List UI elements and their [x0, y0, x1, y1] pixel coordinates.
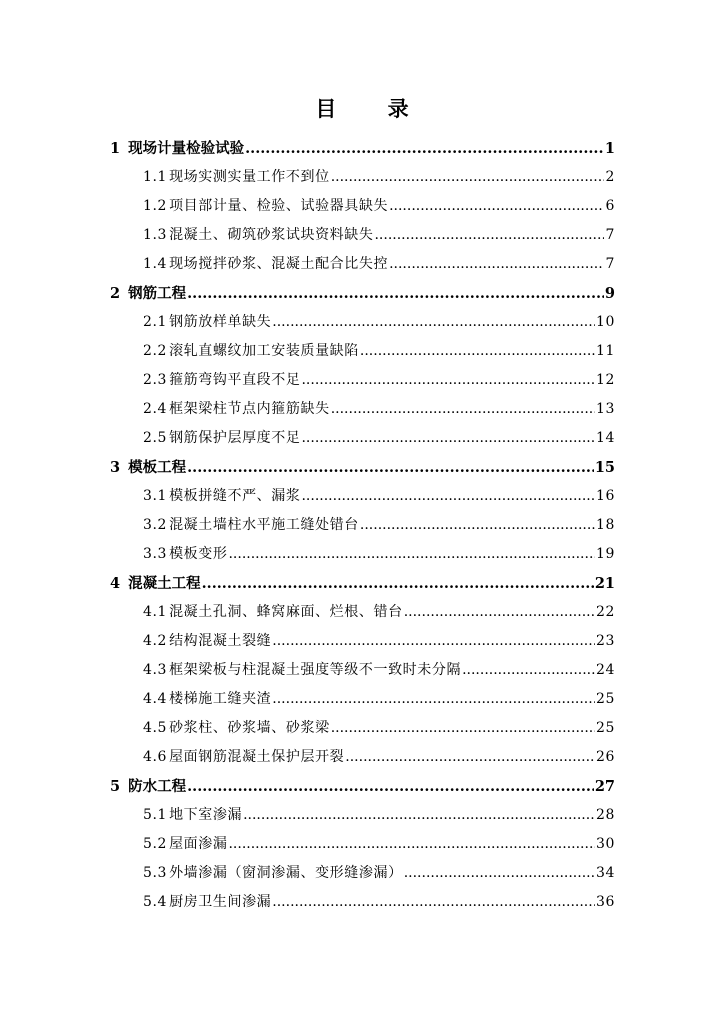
- dot-leader: [389, 250, 604, 279]
- toc-entry-number: 4.6: [143, 749, 168, 765]
- toc-section-entry[interactable]: [110, 482, 615, 511]
- toc-entry-title: 项目部计量、检验、试验器具缺失: [169, 198, 389, 214]
- dot-leader: [272, 685, 595, 714]
- toc-entry-title: 框架梁板与柱混凝土强度等级不一致时未分隔: [169, 662, 462, 678]
- dot-leader: [187, 772, 594, 801]
- toc-entry-page-number: 28: [595, 807, 615, 823]
- toc-entry-page-number: 27: [594, 778, 615, 795]
- toc-entry-title: 屋面渗漏: [169, 836, 228, 852]
- toc-section-entry[interactable]: [110, 598, 615, 627]
- toc-chapter-entry[interactable]: [110, 134, 615, 163]
- toc-section-entry[interactable]: [110, 511, 615, 540]
- toc-entry-number: 1: [110, 140, 121, 157]
- toc-entry-title: 箍筋弯钩平直段不足: [169, 372, 301, 388]
- toc-section-entry[interactable]: [110, 221, 615, 250]
- toc-entry-number: 5.4: [143, 894, 168, 910]
- toc-entry-page-number: 36: [595, 894, 615, 910]
- dot-leader: [272, 888, 595, 917]
- toc-section-entry[interactable]: [110, 801, 615, 830]
- toc-entry-number: 2.5: [143, 430, 168, 446]
- toc-entry-number: 2.3: [143, 372, 168, 388]
- toc-section-entry[interactable]: [110, 366, 615, 395]
- toc-entry-title: 滚轧直螺纹加工安装质量缺陷: [169, 343, 359, 359]
- toc-entry-title: 混凝土孔洞、蜂窝麻面、烂根、错台: [169, 604, 403, 620]
- toc-entry-number: 2.1: [143, 314, 168, 330]
- toc-entry-number: 5.1: [143, 807, 168, 823]
- toc-entry-page-number: 18: [595, 517, 615, 533]
- toc-entry-title: 现场实测实量工作不到位: [169, 169, 330, 185]
- toc-entry-page-number: 1: [604, 140, 615, 157]
- toc-entry-page-number: 21: [594, 575, 615, 592]
- dot-leader: [228, 830, 595, 859]
- toc-section-entry[interactable]: [110, 308, 615, 337]
- toc-entry-number: 5: [110, 778, 121, 795]
- toc-section-entry[interactable]: [110, 337, 615, 366]
- toc-section-entry[interactable]: [110, 714, 615, 743]
- toc-entry-page-number: 24: [595, 662, 615, 678]
- toc-entry-title: 框架梁柱节点内箍筋缺失: [169, 401, 330, 417]
- toc-entry-page-number: 19: [595, 546, 615, 562]
- toc-entry-page-number: 25: [595, 691, 615, 707]
- toc-entry-number: 4: [110, 575, 121, 592]
- toc-entry-page-number: 2: [605, 169, 615, 185]
- toc-entry-title: 混凝土、砌筑砂浆试块资料缺失: [169, 227, 374, 243]
- toc-entry-number: 4.2: [143, 633, 168, 649]
- toc-entry-page-number: 23: [595, 633, 615, 649]
- toc-entry-page-number: 14: [595, 430, 615, 446]
- dot-leader: [374, 221, 604, 250]
- toc-entry-number: 2: [110, 285, 121, 302]
- dot-leader: [301, 482, 595, 511]
- dot-leader: [360, 511, 595, 540]
- toc-entry-number: 3.2: [143, 517, 168, 533]
- dot-leader: [243, 801, 595, 830]
- toc-section-entry[interactable]: [110, 424, 615, 453]
- toc-entry-number: 1.1: [143, 169, 168, 185]
- toc-chapter-entry[interactable]: [110, 569, 615, 598]
- toc-entry-page-number: 10: [595, 314, 615, 330]
- dot-leader: [187, 453, 594, 482]
- toc-section-entry[interactable]: [110, 830, 615, 859]
- table-of-contents: [110, 134, 615, 917]
- toc-entry-number: 4.4: [143, 691, 168, 707]
- toc-entry-number: 3.3: [143, 546, 168, 562]
- dot-leader: [404, 859, 595, 888]
- toc-entry-page-number: 26: [595, 749, 615, 765]
- toc-entry-title: 模板变形: [169, 546, 228, 562]
- toc-entry-number: 5.2: [143, 836, 168, 852]
- toc-entry-number: 2.2: [143, 343, 168, 359]
- toc-entry-page-number: 22: [595, 604, 615, 620]
- toc-entry-title: 厨房卫生间渗漏: [169, 894, 272, 910]
- toc-entry-title: 钢筋工程: [128, 285, 187, 302]
- toc-entry-page-number: 13: [595, 401, 615, 417]
- dot-leader: [301, 424, 595, 453]
- toc-entry-page-number: 7: [605, 256, 615, 272]
- dot-leader: [345, 743, 595, 772]
- toc-entry-page-number: 15: [594, 459, 615, 476]
- toc-chapter-entry[interactable]: [110, 453, 615, 482]
- toc-section-entry[interactable]: [110, 685, 615, 714]
- toc-entry-title: 屋面钢筋混凝土保护层开裂: [169, 749, 345, 765]
- toc-section-entry[interactable]: [110, 192, 615, 221]
- toc-section-entry[interactable]: [110, 888, 615, 917]
- toc-entry-title: 结构混凝土裂缝: [169, 633, 272, 649]
- toc-entry-page-number: 30: [595, 836, 615, 852]
- toc-entry-title: 现场计量检验试验: [128, 140, 245, 157]
- dot-leader: [389, 192, 604, 221]
- toc-entry-number: 5.3: [143, 865, 168, 881]
- toc-section-entry[interactable]: [110, 250, 615, 279]
- toc-entry-number: 1.3: [143, 227, 168, 243]
- dot-leader: [202, 569, 594, 598]
- toc-entry-title: 模板拼缝不严、漏浆: [169, 488, 301, 504]
- toc-entry-number: 3: [110, 459, 121, 476]
- toc-entry-page-number: 11: [595, 343, 615, 359]
- toc-entry-title: 模板工程: [128, 459, 187, 476]
- toc-entry-number: 4.5: [143, 720, 168, 736]
- toc-entry-number: 3.1: [143, 488, 168, 504]
- dot-leader: [187, 279, 604, 308]
- toc-section-entry[interactable]: [110, 859, 615, 888]
- dot-leader: [272, 627, 595, 656]
- toc-entry-page-number: 12: [595, 372, 615, 388]
- dot-leader: [331, 714, 595, 743]
- toc-entry-title: 现场搅拌砂浆、混凝土配合比失控: [169, 256, 389, 272]
- toc-section-entry[interactable]: [110, 656, 615, 685]
- toc-entry-page-number: 25: [595, 720, 615, 736]
- toc-section-entry[interactable]: [110, 395, 615, 424]
- toc-entry-number: 2.4: [143, 401, 168, 417]
- dot-leader: [404, 598, 595, 627]
- toc-entry-number: 1.2: [143, 198, 168, 214]
- dot-leader: [228, 540, 595, 569]
- toc-section-entry[interactable]: [110, 627, 615, 656]
- toc-entry-page-number: 7: [605, 227, 615, 243]
- dot-leader: [331, 163, 605, 192]
- toc-entry-number: 1.4: [143, 256, 168, 272]
- toc-entry-title: 混凝土工程: [128, 575, 201, 592]
- toc-chapter-entry[interactable]: [110, 772, 615, 801]
- toc-entry-page-number: 6: [605, 198, 615, 214]
- toc-entry-title: 楼梯施工缝夹渣: [169, 691, 272, 707]
- toc-section-entry[interactable]: [110, 163, 615, 192]
- toc-entry-number: 4.1: [143, 604, 168, 620]
- dot-leader: [360, 337, 595, 366]
- dot-leader: [462, 656, 595, 685]
- toc-entry-title: 钢筋保护层厚度不足: [169, 430, 301, 446]
- toc-entry-title: 混凝土墙柱水平施工缝处错台: [169, 517, 359, 533]
- toc-section-entry[interactable]: [110, 540, 615, 569]
- toc-entry-page-number: 9: [604, 285, 615, 302]
- toc-entry-title: 钢筋放样单缺失: [169, 314, 272, 330]
- dot-leader: [245, 134, 604, 163]
- toc-section-entry[interactable]: [110, 743, 615, 772]
- toc-entry-number: 4.3: [143, 662, 168, 678]
- toc-entry-title: 砂浆柱、砂浆墙、砂浆梁: [169, 720, 330, 736]
- dot-leader: [331, 395, 595, 424]
- toc-chapter-entry[interactable]: [110, 279, 615, 308]
- toc-entry-title: 防水工程: [128, 778, 187, 795]
- toc-entry-page-number: 34: [595, 865, 615, 881]
- dot-leader: [301, 366, 595, 395]
- dot-leader: [272, 308, 595, 337]
- toc-entry-title: 地下室渗漏: [169, 807, 243, 823]
- toc-entry-page-number: 16: [595, 488, 615, 504]
- toc-entry-title: 外墙渗漏（窗洞渗漏、变形缝渗漏）: [169, 865, 403, 881]
- toc-title: 目 录: [315, 96, 431, 121]
